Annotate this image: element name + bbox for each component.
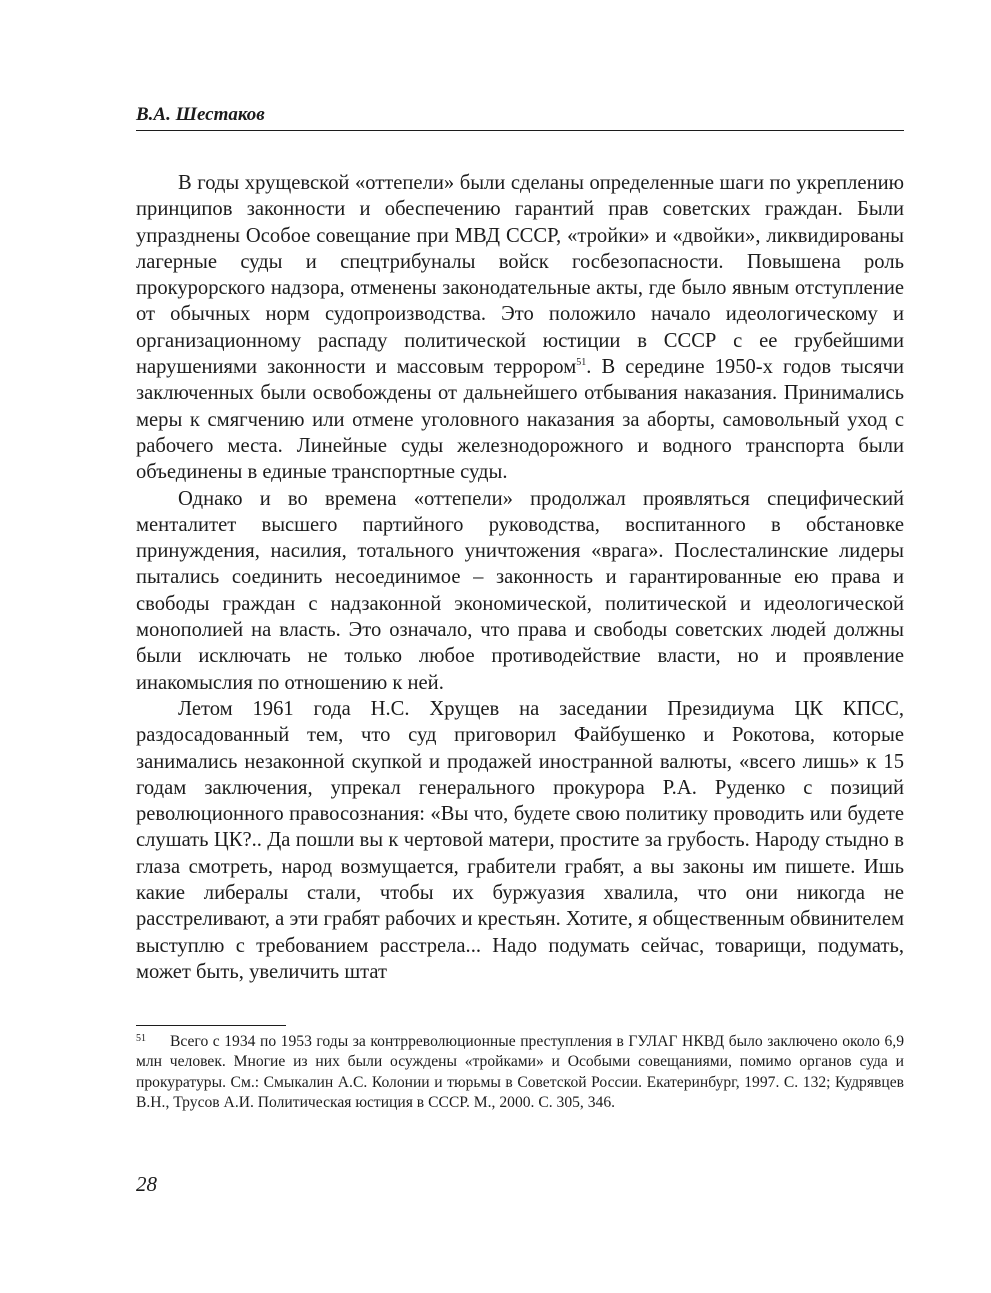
footnote-reference: 51 [576, 357, 587, 369]
page-number: 28 [136, 1172, 157, 1196]
page-header [136, 104, 904, 131]
paragraph-text: В годы хрущевской «оттепели» были сделаны определенные шаги по укреплению принципов законности и обеспечению гарантий прав советских граждан. Были упразднены Особое совещание при МВД СССР, «тройки» и «двойки», ликвидированы лагерные суды и спецтрибуналы войск госбезопасности. Повышена роль прокурорского надзора, отменены законодательные акты, где было явным отступление от обычных норм судопроизводства. Это положило начало идеологическому и организационному распаду политической юстиции в СССР с ее грубейшими нарушениями законности и массовым террором [136, 172, 904, 379]
header-rule [136, 130, 904, 131]
running-head-author: В.А. Шестаков [136, 104, 265, 125]
footnote: 51 Всего с 1934 по 1953 годы за контрреволюционные преступления в ГУЛАГ НКВД было заключено около 6,9 млн человек. Многие из них были осуждены «тройками» и Особыми совещаниями, помимо органов суда и прокуратуры. См.: Смыкалин А.С. Колонии и тюрьмы в Советской России. Екатеринбург, 1997. С. 132; Кудрявцев В.Н., Трусов А.И. Политическая юстиция в СССР. М., 2000. С. 305, 346. [136, 1033, 904, 1111]
footnotes [136, 1025, 904, 1113]
body-paragraph: Летом 1961 года Н.С. Хрущев на заседании Президиума ЦК КПСС, раздосадованный тем, что суд приговорил Файбушенко и Рокотова, которые занимались незаконной скупкой и продажей иностранной валюты, «всего лишь» к 15 годам заключения, упрекал генерального прокурора Р.А. Руденко с позиций революционного правосознания: «Вы что, будете свою политику проводить или будете слушать ЦК?.. Да пошли вы к чертовой матери, простите за грубость. Народу стыдно в глаза смотреть, народ возмущается, грабители грабят, а вы законы им пишете. Ишь какие либералы стали, чтобы их буржуазия хвалила, что они никогда не расстреливают, а эти грабят рабочих и крестьян. Хотите, я общественным обвинителем выступлю с требованием расстрела... Надо подумать сейчас, товарищи, подумать, может быть, увеличить штат [136, 697, 904, 983]
paragraph-text: . В середине 1950-х годов тысячи заключенных были освобождены от дальнейшего отбывания наказания. Принимались меры к смягчению или отмене уголовного наказания за аборты, самовольный уход с рабочего места. Линейные суды железнодорожного и водного транспорта были объединены в единые транспортные суды. [136, 356, 904, 484]
footnote-rule [136, 1025, 286, 1026]
footnote-text: Всего с 1934 по 1953 годы за контрреволюционные преступления в ГУЛАГ НКВД было заключено около 6,9 млн человек. Многие из них были осуждены «тройками» и Особыми совещаниями, помимо органов суда и прокуратуры. См.: Смыкалин А.С. Колонии и тюрьмы в Советской России. Екатеринбург, 1997. С. 132; Кудрявцев В.Н., Трусов А.И. Политическая юстиция в СССР. М., 2000. С. 305, 346. [136, 1033, 904, 1111]
body-paragraph: Однако и во времена «оттепели» продолжал проявляться специфический менталитет высшего партийного руководства, воспитанного в обстановке принуждения, насилия, тотального уничтожения «врага». Послесталинские лидеры пытались соединить несоединимое – законность и гарантированные ею права и свободы граждан с надзаконной экономической, политической и идеологической монополией на власть. Это означало, что права и свободы советских людей должны были исключать не только любое противодействие власти, но и проявление инакомыслия по отношению к ней. [136, 487, 904, 694]
main-text [136, 170, 904, 985]
body-paragraph [136, 170, 904, 486]
